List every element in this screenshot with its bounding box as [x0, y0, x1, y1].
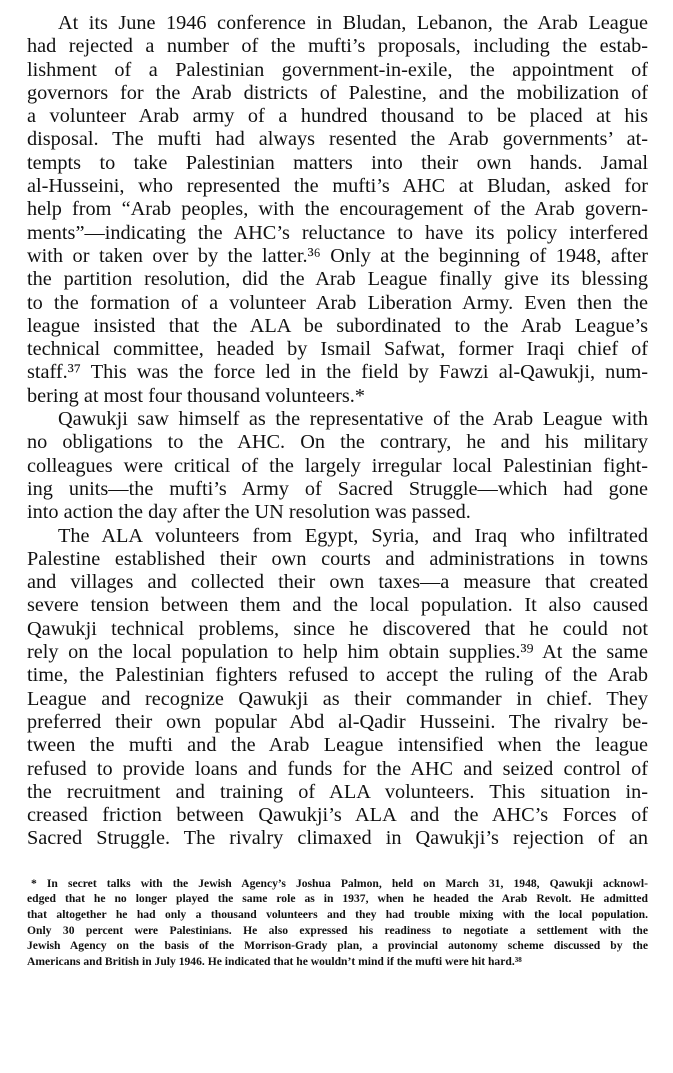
paragraph-1-line: disposal. The mufti had always resented the Arab governments’ at-: [27, 128, 648, 151]
paragraph-1-line: staff.³⁷ This was the force led in the field by Fawzi al-Qawukji, num-: [27, 361, 648, 384]
footnote-line: Only 30 percent were Palestinians. He also expressed his readiness to negotiate a settlement with the: [27, 923, 648, 937]
paragraph-3-line: creased friction between Qawukji’s ALA and the AHC’s Forces of: [27, 804, 648, 827]
paragraph-3-line: The ALA volunteers from Egypt, Syria, and Iraq who infiltrated: [58, 524, 648, 547]
paragraph-2-line: colleagues were critical of the largely irregular local Palestinian fight-: [27, 454, 648, 477]
paragraph-3-line: League and recognize Qawukji as their commander in chief. They: [27, 687, 648, 710]
footnote-line: that altogether he had only a thousand volunteers and they had trouble mixing with the local population.: [27, 908, 648, 922]
paragraph-1-line: the partition resolution, did the Arab League finally give its blessing: [27, 268, 648, 291]
footnote: [27, 876, 648, 970]
paragraph-1-line: technical committee, headed by Ismail Safwat, former Iraqi chief of: [27, 338, 648, 361]
paragraph-1-line: a volunteer Arab army of a hundred thousand to be placed at his: [27, 105, 648, 128]
paragraph-3-line: tween the mufti and the Arab League intensified when the league: [27, 734, 648, 757]
paragraph-2-line: ing units—the mufti’s Army of Sacred Struggle—which had gone: [27, 477, 648, 500]
paragraph-3-line: Qawukji technical problems, since he discovered that he could not: [27, 617, 648, 640]
paragraph-1-line: league insisted that the ALA be subordinated to the Arab League’s: [27, 314, 648, 337]
paragraph-3-line: time, the Palestinian fighters refused to accept the ruling of the Arab: [27, 664, 648, 687]
footnote-line: edged that he no longer played the same role as in 1937, when he headed the Arab Revolt. He admitted: [27, 892, 648, 906]
footnote-line: * In secret talks with the Jewish Agency’s Joshua Palmon, held on March 31, 1948, Qawukji acknowl-: [31, 876, 648, 890]
paragraph-3-line: rely on the local population to help him obtain supplies.³⁹ At the same: [27, 641, 648, 664]
paragraph-1-line: al-Husseini, who represented the mufti’s AHC at Bludan, asked for: [27, 175, 648, 198]
paragraph-1-line: to the formation of a volunteer Arab Liberation Army. Even then the: [27, 291, 648, 314]
paragraph-2-line: into action the day after the UN resolution was passed.: [27, 501, 471, 524]
paragraph-3-line: Sacred Struggle. The rivalry climaxed in Qawukji’s rejection of an: [27, 827, 648, 850]
paragraph-3-line: refused to provide loans and funds for the AHC and seized control of: [27, 757, 648, 780]
paragraph-1-line: ments”—indicating the AHC’s reluctance to have its policy interfered: [27, 221, 648, 244]
footnote-line: Americans and British in July 1946. He indicated that he wouldn’t mind if the mufti were hit hard.³⁸: [27, 955, 522, 969]
paragraph-3-line: Palestine established their own courts and administrations in towns: [27, 547, 648, 570]
paragraph-1-line: with or taken over by the latter.³⁶ Only at the beginning of 1948, after: [27, 244, 648, 267]
paragraph-3-line: preferred their own popular Abd al-Qadir Husseini. The rivalry be-: [27, 710, 648, 733]
book-page: [27, 12, 648, 970]
body-text: [27, 12, 648, 851]
paragraph-1-line: bering at most four thousand volunteers.*: [27, 384, 365, 407]
paragraph-1-line: tempts to take Palestinian matters into their own hands. Jamal: [27, 151, 648, 174]
paragraph-1-line: had rejected a number of the mufti’s proposals, including the estab-: [27, 35, 648, 58]
footnote-line: Jewish Agency on the basis of the Morrison-Grady plan, a provincial autonomy scheme discussed by the: [27, 939, 648, 953]
paragraph-2-line: Qawukji saw himself as the representative of the Arab League with: [58, 408, 648, 431]
paragraph-1-line: help from “Arab peoples, with the encouragement of the Arab govern-: [27, 198, 648, 221]
paragraph-3-line: and villages and collected their own taxes—a measure that created: [27, 571, 648, 594]
paragraph-3-line: severe tension between them and the local population. It also caused: [27, 594, 648, 617]
paragraph-2-line: no obligations to the AHC. On the contrary, he and his military: [27, 431, 648, 454]
paragraph-1-line: At its June 1946 conference in Bludan, Lebanon, the Arab League: [58, 12, 648, 34]
paragraph-3-line: the recruitment and training of ALA volunteers. This situation in-: [27, 780, 648, 803]
paragraph-1-line: governors for the Arab districts of Palestine, and the mobilization of: [27, 81, 648, 104]
paragraph-1-line: lishment of a Palestinian government-in-exile, the appointment of: [27, 58, 648, 81]
